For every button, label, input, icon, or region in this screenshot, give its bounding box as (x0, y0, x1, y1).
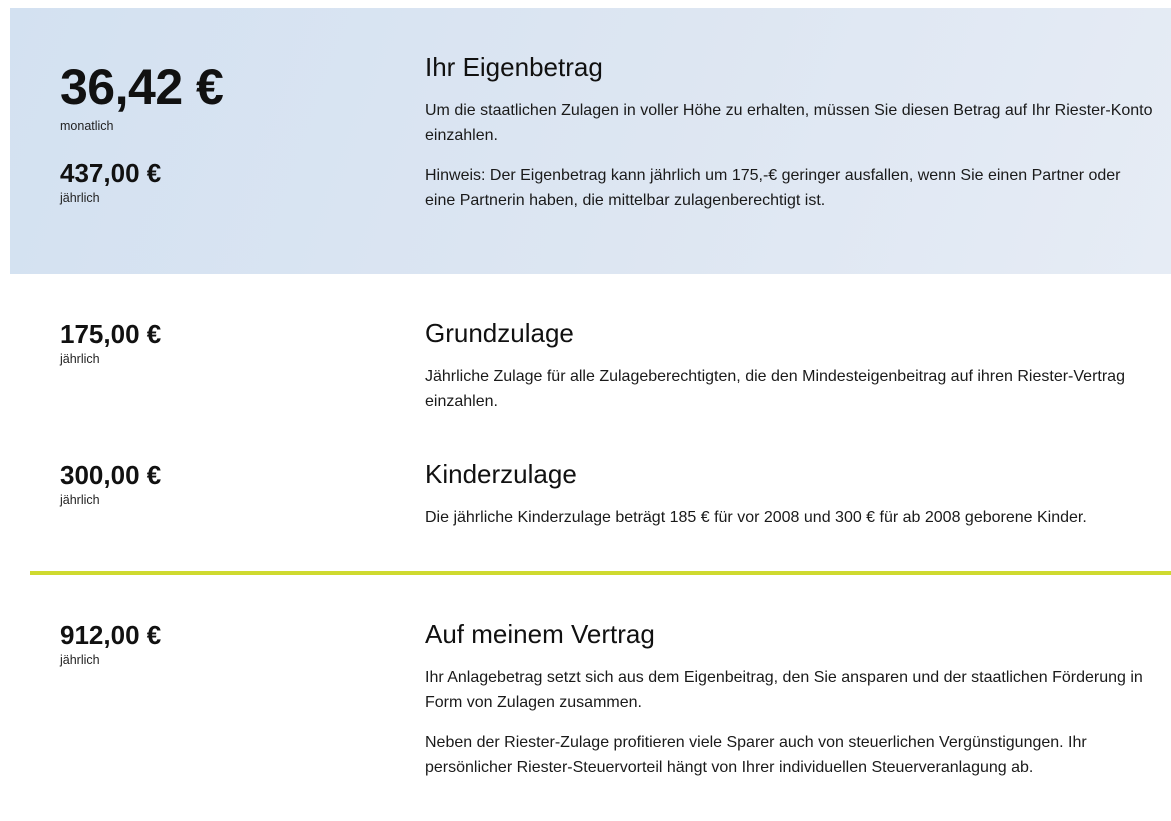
monthly-amount: 36,42 € (60, 59, 224, 115)
yearly-amount: 437,00 € (60, 158, 162, 188)
eigenbetrag-title: Ihr Eigenbetrag (425, 52, 603, 82)
kinderzulage-amount: 300,00 € (60, 460, 162, 490)
eigenbetrag-content (425, 52, 1155, 213)
kinderzulage-amounts (60, 460, 161, 508)
kinderzulage-period: jährlich (60, 493, 100, 507)
grundzulage-title: Grundzulage (425, 318, 574, 348)
section-divider (30, 571, 1171, 575)
grundzulage-period: jährlich (60, 352, 100, 366)
grundzulage-amounts (60, 319, 161, 367)
grundzulage-amount: 175,00 € (60, 319, 162, 349)
kinderzulage-title: Kinderzulage (425, 459, 577, 489)
kinderzulage-text: Die jährliche Kinderzulage beträgt 185 € für vor 2008 und 300 € für ab 2008 geborene Kinder. (425, 509, 1087, 526)
eigenbetrag-hint: Hinweis: Der Eigenbetrag kann jährlich um 175,-€ geringer ausfallen, wenn Sie einen Partner oder eine Partnerin haben, die mittelbar zulagenberechtigt ist. (425, 167, 1121, 209)
grundzulage-text: Jährliche Zulage für alle Zulageberechtigten, die den Mindesteigenbeitrag auf ihren Riester-Vertrag einzahlen. (425, 368, 1125, 410)
vertrag-amounts (60, 620, 161, 668)
vertrag-period: jährlich (60, 653, 100, 667)
eigenbetrag-text: Um die staatlichen Zulagen in voller Höhe zu erhalten, müssen Sie diesen Betrag auf Ihr Riester-Konto einzahlen. (425, 102, 1153, 144)
vertrag-text: Ihr Anlagebetrag setzt sich aus dem Eigenbeitrag, den Sie ansparen und der staatlichen Förderung in Form von Zulagen zusammen. (425, 669, 1143, 711)
kinderzulage-content (425, 459, 1155, 530)
vertrag-amount: 912,00 € (60, 620, 162, 650)
grundzulage-content (425, 318, 1155, 414)
yearly-label: jährlich (60, 191, 100, 205)
vertrag-tax-text: Neben der Riester-Zulage profitieren viele Sparer auch von steuerlichen Vergünstigungen. Ihr persönlicher Riester-Steuervorteil hängt von Ihrer individuellen Steuerveranlagung ab. (425, 734, 1087, 776)
vertrag-title: Auf meinem Vertrag (425, 619, 655, 649)
eigenbetrag-panel (10, 8, 1171, 274)
vertrag-content (425, 619, 1165, 780)
monthly-label: monatlich (60, 119, 114, 133)
eigenbetrag-amounts (60, 59, 223, 206)
